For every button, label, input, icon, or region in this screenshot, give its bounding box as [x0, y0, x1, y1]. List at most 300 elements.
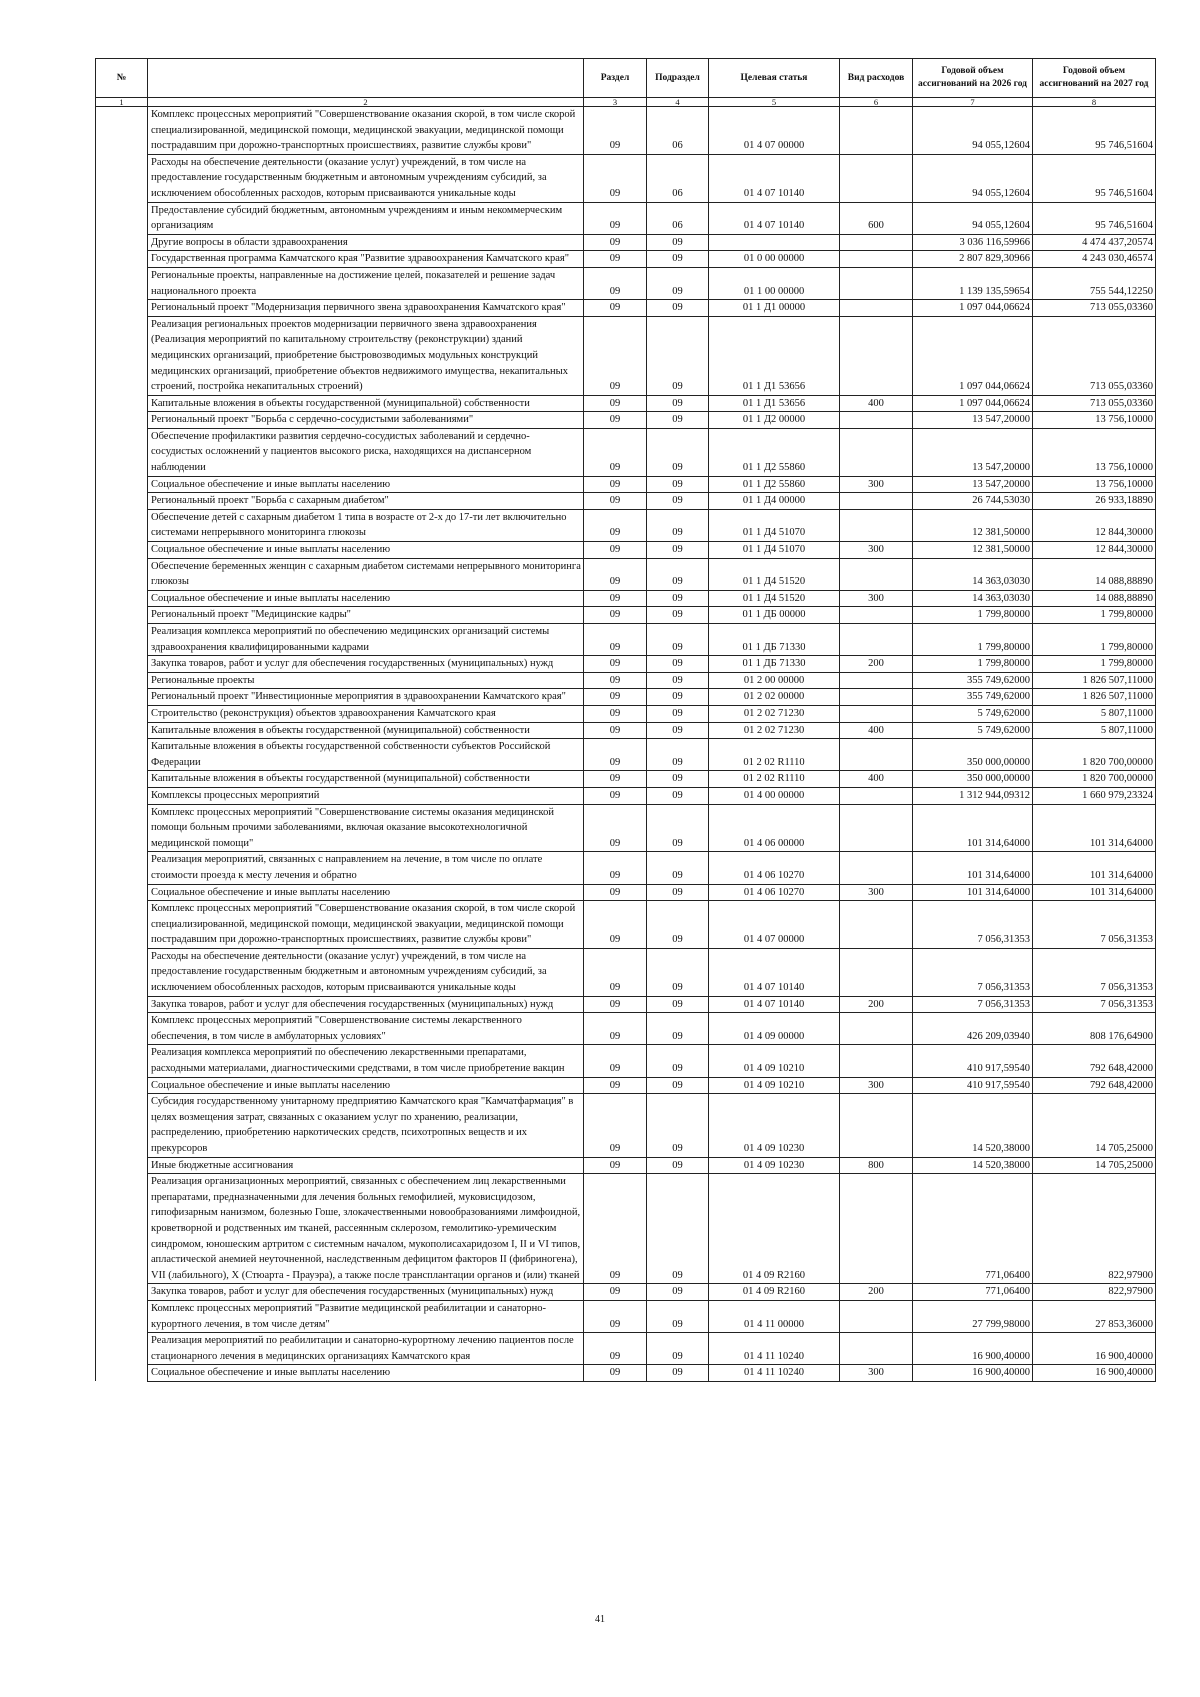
num-cell — [96, 558, 148, 590]
y2027-cell: 1 799,80000 — [1033, 624, 1156, 656]
num-cell — [96, 1077, 148, 1094]
vid-cell: 300 — [840, 542, 913, 559]
item-name-cell: Региональный проект "Модернизация первичного звена здравоохранения Камчатского края" — [148, 300, 584, 317]
item-name-cell: Социальное обеспечение и иные выплаты населению — [148, 476, 584, 493]
celevaya-cell: 01 4 11 00000 — [709, 1300, 840, 1332]
podrazdel-cell: 09 — [647, 901, 709, 949]
y2027-cell: 5 807,11000 — [1033, 705, 1156, 722]
razdel-cell: 09 — [584, 234, 647, 251]
vid-cell — [840, 509, 913, 541]
col-index: 3 — [584, 98, 647, 107]
table-row — [96, 1045, 1156, 1077]
item-name-cell: Другие вопросы в области здравоохранения — [148, 234, 584, 251]
table-row — [96, 412, 1156, 429]
y2027-cell: 16 900,40000 — [1033, 1365, 1156, 1382]
celevaya-cell: 01 4 07 10140 — [709, 202, 840, 234]
vid-cell — [840, 558, 913, 590]
vid-cell — [840, 739, 913, 771]
celevaya-cell: 01 1 Д4 51070 — [709, 542, 840, 559]
vid-cell — [840, 624, 913, 656]
vid-cell: 200 — [840, 996, 913, 1013]
y2026-cell: 1 799,80000 — [913, 607, 1033, 624]
item-name-cell: Региональные проекты, направленные на достижение целей, показателей и решение задач национального проекта — [148, 267, 584, 299]
table-body — [96, 107, 1156, 1382]
y2026-cell: 7 056,31353 — [913, 996, 1033, 1013]
podrazdel-cell: 09 — [647, 493, 709, 510]
razdel-cell: 09 — [584, 493, 647, 510]
podrazdel-cell: 09 — [647, 996, 709, 1013]
num-cell — [96, 251, 148, 268]
podrazdel-cell: 06 — [647, 202, 709, 234]
celevaya-cell: 01 1 Д4 51070 — [709, 509, 840, 541]
item-name-cell: Комплекс процессных мероприятий "Совершенствование оказания скорой, в том числе скорой специализированной, медицинской помощи, медицинской эвакуации, медицинской помощи пострадавшим при дорожно-транспортных происшествиях, развитие службы крови" — [148, 901, 584, 949]
y2026-cell: 1 097 044,06624 — [913, 316, 1033, 395]
razdel-cell: 09 — [584, 739, 647, 771]
podrazdel-cell: 09 — [647, 476, 709, 493]
podrazdel-cell: 09 — [647, 412, 709, 429]
num-cell — [96, 948, 148, 996]
podrazdel-cell: 09 — [647, 1365, 709, 1382]
item-name-cell: Реализация организационных мероприятий, связанных с обеспечением лиц лекарственными препаратами, предназначенными для лечения больных гемофилией, муковисцидозом, гипофизарным нанизмом, болезнью Гоше, злокачественными новообразованиями лимфоидной, кроветворной и родственных им тканей, рассеянным склерозом, гемолитико-уремическим синдромом, юношеским артритом с системным началом, мукополисахаридозом I, II и VI типов, апластической анемией неуточненной, наследственным дефицитом факторов II (фибриногена), VII (лабильного), X (Стюарта - Прауэра), а также после трансплантации органов и (или) тканей — [148, 1174, 584, 1284]
num-cell — [96, 590, 148, 607]
vid-cell: 300 — [840, 1077, 913, 1094]
y2026-cell: 14 363,03030 — [913, 590, 1033, 607]
podrazdel-cell: 09 — [647, 1077, 709, 1094]
item-name-cell: Социальное обеспечение и иные выплаты населению — [148, 1365, 584, 1382]
num-cell — [96, 804, 148, 852]
table-row — [96, 251, 1156, 268]
y2026-cell: 350 000,00000 — [913, 771, 1033, 788]
budget-table-sheet — [95, 58, 1155, 1382]
celevaya-cell: 01 1 ДБ 71330 — [709, 656, 840, 673]
table-row — [96, 395, 1156, 412]
table-row — [96, 1174, 1156, 1284]
y2027-cell: 5 807,11000 — [1033, 722, 1156, 739]
podrazdel-cell: 09 — [647, 656, 709, 673]
y2026-cell: 426 209,03940 — [913, 1013, 1033, 1045]
razdel-cell: 09 — [584, 1174, 647, 1284]
item-name-cell: Капитальные вложения в объекты государственной собственности субъектов Российской Федерации — [148, 739, 584, 771]
y2027-cell: 12 844,30000 — [1033, 509, 1156, 541]
table-row — [96, 234, 1156, 251]
table-row — [96, 428, 1156, 476]
item-name-cell: Комплекс процессных мероприятий "Совершенствование системы лекарственного обеспечения, в том числе в амбулаторных условиях" — [148, 1013, 584, 1045]
celevaya-cell: 01 4 11 10240 — [709, 1333, 840, 1365]
celevaya-cell: 01 2 00 00000 — [709, 672, 840, 689]
y2027-cell: 1 826 507,11000 — [1033, 689, 1156, 706]
y2027-cell: 1 799,80000 — [1033, 607, 1156, 624]
y2027-cell: 822,97900 — [1033, 1284, 1156, 1301]
celevaya-cell: 01 1 ДБ 00000 — [709, 607, 840, 624]
num-cell — [96, 1174, 148, 1284]
num-cell — [96, 901, 148, 949]
celevaya-cell: 01 4 09 R2160 — [709, 1284, 840, 1301]
celevaya-cell: 01 2 02 R1110 — [709, 771, 840, 788]
y2027-cell: 13 756,10000 — [1033, 412, 1156, 429]
celevaya-cell: 01 4 07 00000 — [709, 901, 840, 949]
podrazdel-cell: 09 — [647, 722, 709, 739]
num-cell — [96, 1045, 148, 1077]
celevaya-cell: 01 4 07 00000 — [709, 107, 840, 155]
celevaya-cell: 01 2 02 71230 — [709, 722, 840, 739]
celevaya-cell: 01 4 09 R2160 — [709, 1174, 840, 1284]
razdel-cell: 09 — [584, 624, 647, 656]
table-row — [96, 739, 1156, 771]
y2026-cell: 3 036 116,59966 — [913, 234, 1033, 251]
razdel-cell: 09 — [584, 316, 647, 395]
y2027-cell: 14 705,25000 — [1033, 1157, 1156, 1174]
y2026-cell: 1 139 135,59654 — [913, 267, 1033, 299]
vid-cell: 300 — [840, 1365, 913, 1382]
table-row — [96, 771, 1156, 788]
num-cell — [96, 852, 148, 884]
vid-cell — [840, 901, 913, 949]
y2026-cell: 410 917,59540 — [913, 1077, 1033, 1094]
y2027-cell: 4 474 437,20574 — [1033, 234, 1156, 251]
y2027-cell: 822,97900 — [1033, 1174, 1156, 1284]
vid-cell: 800 — [840, 1157, 913, 1174]
num-cell — [96, 672, 148, 689]
podrazdel-cell: 09 — [647, 1157, 709, 1174]
num-cell — [96, 493, 148, 510]
num-cell — [96, 1013, 148, 1045]
y2026-cell: 14 520,38000 — [913, 1094, 1033, 1157]
vid-cell: 400 — [840, 395, 913, 412]
y2027-cell: 7 056,31353 — [1033, 948, 1156, 996]
razdel-cell: 09 — [584, 590, 647, 607]
col-header-y2027: Годовой объем ассигнований на 2027 год — [1033, 59, 1156, 98]
celevaya-cell: 01 4 11 10240 — [709, 1365, 840, 1382]
num-cell — [96, 739, 148, 771]
vid-cell: 600 — [840, 202, 913, 234]
item-name-cell: Комплексы процессных мероприятий — [148, 787, 584, 804]
y2027-cell: 14 088,88890 — [1033, 590, 1156, 607]
y2026-cell: 7 056,31353 — [913, 901, 1033, 949]
celevaya-cell: 01 1 Д4 51520 — [709, 558, 840, 590]
celevaya-cell: 01 4 09 10210 — [709, 1045, 840, 1077]
y2026-cell: 410 917,59540 — [913, 1045, 1033, 1077]
num-cell — [96, 1094, 148, 1157]
item-name-cell: Региональный проект "Инвестиционные мероприятия в здравоохранении Камчатского края" — [148, 689, 584, 706]
header-row — [96, 59, 1156, 98]
celevaya-cell: 01 4 09 00000 — [709, 1013, 840, 1045]
podrazdel-cell: 06 — [647, 107, 709, 155]
y2026-cell: 1 799,80000 — [913, 656, 1033, 673]
razdel-cell: 09 — [584, 395, 647, 412]
vid-cell — [840, 852, 913, 884]
num-cell — [96, 656, 148, 673]
vid-cell — [840, 316, 913, 395]
vid-cell — [840, 787, 913, 804]
vid-cell: 400 — [840, 771, 913, 788]
celevaya-cell: 01 1 ДБ 71330 — [709, 624, 840, 656]
item-name-cell: Капитальные вложения в объекты государственной (муниципальной) собственности — [148, 722, 584, 739]
y2027-cell: 713 055,03360 — [1033, 300, 1156, 317]
num-cell — [96, 996, 148, 1013]
item-name-cell: Реализация мероприятий, связанных с направлением на лечение, в том числе по оплате стоимости проезда к месту лечения и обратно — [148, 852, 584, 884]
vid-cell — [840, 804, 913, 852]
razdel-cell: 09 — [584, 1045, 647, 1077]
table-row — [96, 1077, 1156, 1094]
table-row — [96, 316, 1156, 395]
razdel-cell: 09 — [584, 476, 647, 493]
vid-cell — [840, 1300, 913, 1332]
y2026-cell: 13 547,20000 — [913, 476, 1033, 493]
celevaya-cell: 01 0 00 00000 — [709, 251, 840, 268]
y2026-cell: 101 314,64000 — [913, 804, 1033, 852]
y2027-cell: 12 844,30000 — [1033, 542, 1156, 559]
table-row — [96, 1365, 1156, 1382]
podrazdel-cell: 09 — [647, 251, 709, 268]
y2027-cell: 792 648,42000 — [1033, 1045, 1156, 1077]
item-name-cell: Капитальные вложения в объекты государственной (муниципальной) собственности — [148, 771, 584, 788]
vid-cell — [840, 493, 913, 510]
vid-cell: 300 — [840, 884, 913, 901]
table-row — [96, 1284, 1156, 1301]
table-row — [96, 901, 1156, 949]
y2026-cell: 771,06400 — [913, 1284, 1033, 1301]
y2027-cell: 4 243 030,46574 — [1033, 251, 1156, 268]
item-name-cell: Социальное обеспечение и иные выплаты населению — [148, 884, 584, 901]
razdel-cell: 09 — [584, 1365, 647, 1382]
y2027-cell: 13 756,10000 — [1033, 428, 1156, 476]
table-row — [96, 542, 1156, 559]
item-name-cell: Обеспечение беременных женщин с сахарным диабетом системами непрерывного мониторинга глюкозы — [148, 558, 584, 590]
item-name-cell: Региональные проекты — [148, 672, 584, 689]
num-cell — [96, 624, 148, 656]
y2026-cell: 12 381,50000 — [913, 509, 1033, 541]
vid-cell — [840, 107, 913, 155]
podrazdel-cell: 09 — [647, 852, 709, 884]
podrazdel-cell: 09 — [647, 771, 709, 788]
y2026-cell: 355 749,62000 — [913, 672, 1033, 689]
table-row — [96, 107, 1156, 155]
y2026-cell: 1 097 044,06624 — [913, 300, 1033, 317]
razdel-cell: 09 — [584, 722, 647, 739]
podrazdel-cell: 09 — [647, 884, 709, 901]
celevaya-cell: 01 4 09 10230 — [709, 1157, 840, 1174]
y2027-cell: 101 314,64000 — [1033, 884, 1156, 901]
vid-cell — [840, 154, 913, 202]
celevaya-cell: 01 1 Д1 53656 — [709, 316, 840, 395]
razdel-cell: 09 — [584, 948, 647, 996]
y2026-cell: 1 799,80000 — [913, 624, 1033, 656]
item-name-cell: Обеспечение детей с сахарным диабетом 1 типа в возрасте от 2-х до 17-ти лет включительно системами непрерывного мониторинга глюкозы — [148, 509, 584, 541]
razdel-cell: 09 — [584, 1077, 647, 1094]
celevaya-cell: 01 1 00 00000 — [709, 267, 840, 299]
num-cell — [96, 1365, 148, 1382]
y2027-cell: 14 088,88890 — [1033, 558, 1156, 590]
item-name-cell: Реализация региональных проектов модернизации первичного звена здравоохранения (Реализация мероприятий по капитальному строительству (реконструкции) зданий медицинских организаций, приобретение быстровозводимых модульных конструкций медицинских организаций, приобретение объектов недвижимого имущества, некапитальных строений, постройка некапитальных строений) — [148, 316, 584, 395]
podrazdel-cell: 09 — [647, 542, 709, 559]
celevaya-cell: 01 1 Д4 51520 — [709, 590, 840, 607]
num-cell — [96, 705, 148, 722]
column-index-row — [96, 98, 1156, 107]
razdel-cell: 09 — [584, 428, 647, 476]
razdel-cell: 09 — [584, 412, 647, 429]
col-index: 1 — [96, 98, 148, 107]
y2027-cell: 808 176,64900 — [1033, 1013, 1156, 1045]
item-name-cell: Социальное обеспечение и иные выплаты населению — [148, 590, 584, 607]
item-name-cell: Комплекс процессных мероприятий "Совершенствование системы оказания медицинской помощи больным прочими заболеваниями, включая оказание высокотехнологичной медицинской помощи" — [148, 804, 584, 852]
table-row — [96, 493, 1156, 510]
celevaya-cell: 01 4 07 10140 — [709, 154, 840, 202]
col-index: 2 — [148, 98, 584, 107]
podrazdel-cell: 09 — [647, 672, 709, 689]
item-name-cell: Государственная программа Камчатского края "Развитие здравоохранения Камчатского края" — [148, 251, 584, 268]
y2027-cell: 27 853,36000 — [1033, 1300, 1156, 1332]
podrazdel-cell: 09 — [647, 1094, 709, 1157]
y2027-cell: 1 820 700,00000 — [1033, 771, 1156, 788]
y2027-cell: 95 746,51604 — [1033, 154, 1156, 202]
razdel-cell: 09 — [584, 901, 647, 949]
num-cell — [96, 234, 148, 251]
podrazdel-cell: 09 — [647, 395, 709, 412]
y2027-cell: 16 900,40000 — [1033, 1333, 1156, 1365]
num-cell — [96, 395, 148, 412]
podrazdel-cell: 09 — [647, 234, 709, 251]
col-index: 8 — [1033, 98, 1156, 107]
num-cell — [96, 509, 148, 541]
y2026-cell: 101 314,64000 — [913, 852, 1033, 884]
num-cell — [96, 884, 148, 901]
table-row — [96, 1157, 1156, 1174]
num-cell — [96, 300, 148, 317]
vid-cell — [840, 607, 913, 624]
y2027-cell: 13 756,10000 — [1033, 476, 1156, 493]
num-cell — [96, 202, 148, 234]
y2026-cell: 2 807 829,30966 — [913, 251, 1033, 268]
col-index: 5 — [709, 98, 840, 107]
podrazdel-cell: 09 — [647, 1333, 709, 1365]
item-name-cell: Региональный проект "Борьба с сердечно-сосудистыми заболеваниями" — [148, 412, 584, 429]
table-row — [96, 624, 1156, 656]
y2026-cell: 771,06400 — [913, 1174, 1033, 1284]
razdel-cell: 09 — [584, 1284, 647, 1301]
razdel-cell: 09 — [584, 509, 647, 541]
item-name-cell: Обеспечение профилактики развития сердечно-сосудистых заболеваний и сердечно-сосудистых осложнений у пациентов высокого риска, находящихся на диспансерном наблюдении — [148, 428, 584, 476]
y2026-cell: 13 547,20000 — [913, 412, 1033, 429]
razdel-cell: 09 — [584, 558, 647, 590]
vid-cell — [840, 234, 913, 251]
podrazdel-cell: 09 — [647, 590, 709, 607]
y2027-cell: 95 746,51604 — [1033, 202, 1156, 234]
y2027-cell: 14 705,25000 — [1033, 1094, 1156, 1157]
celevaya-cell: 01 1 Д2 55860 — [709, 476, 840, 493]
vid-cell — [840, 1045, 913, 1077]
table-header — [96, 59, 1156, 107]
col-header-podrazdel: Подраздел — [647, 59, 709, 98]
razdel-cell: 09 — [584, 107, 647, 155]
y2026-cell: 14 520,38000 — [913, 1157, 1033, 1174]
item-name-cell: Региональный проект "Медицинские кадры" — [148, 607, 584, 624]
table-row — [96, 590, 1156, 607]
celevaya-cell: 01 4 06 00000 — [709, 804, 840, 852]
y2027-cell: 713 055,03360 — [1033, 316, 1156, 395]
razdel-cell: 09 — [584, 705, 647, 722]
table-row — [96, 1300, 1156, 1332]
celevaya-cell — [709, 234, 840, 251]
table-row — [96, 722, 1156, 739]
item-name-cell: Реализация мероприятий по реабилитации и санаторно-курортному лечению пациентов после стационарного лечения в медицинских организациях Камчатского края — [148, 1333, 584, 1365]
podrazdel-cell: 09 — [647, 1284, 709, 1301]
vid-cell — [840, 267, 913, 299]
table-row — [96, 558, 1156, 590]
y2027-cell: 7 056,31353 — [1033, 996, 1156, 1013]
y2027-cell: 95 746,51604 — [1033, 107, 1156, 155]
col-header-num: № — [96, 59, 148, 98]
table-row — [96, 476, 1156, 493]
y2027-cell: 713 055,03360 — [1033, 395, 1156, 412]
num-cell — [96, 1300, 148, 1332]
table-row — [96, 1094, 1156, 1157]
podrazdel-cell: 06 — [647, 154, 709, 202]
item-name-cell: Региональный проект "Борьба с сахарным диабетом" — [148, 493, 584, 510]
table-row — [96, 154, 1156, 202]
item-name-cell: Закупка товаров, работ и услуг для обеспечения государственных (муниципальных) нужд — [148, 656, 584, 673]
razdel-cell: 09 — [584, 607, 647, 624]
item-name-cell: Социальное обеспечение и иные выплаты населению — [148, 542, 584, 559]
item-name-cell: Иные бюджетные ассигнования — [148, 1157, 584, 1174]
vid-cell: 200 — [840, 656, 913, 673]
podrazdel-cell: 09 — [647, 428, 709, 476]
razdel-cell: 09 — [584, 154, 647, 202]
razdel-cell: 09 — [584, 1333, 647, 1365]
podrazdel-cell: 09 — [647, 804, 709, 852]
celevaya-cell: 01 1 Д1 00000 — [709, 300, 840, 317]
vid-cell — [840, 1094, 913, 1157]
podrazdel-cell: 09 — [647, 1300, 709, 1332]
vid-cell: 200 — [840, 1284, 913, 1301]
y2027-cell: 101 314,64000 — [1033, 804, 1156, 852]
razdel-cell: 09 — [584, 656, 647, 673]
razdel-cell: 09 — [584, 689, 647, 706]
col-index: 4 — [647, 98, 709, 107]
razdel-cell: 09 — [584, 996, 647, 1013]
table-row — [96, 1333, 1156, 1365]
celevaya-cell: 01 4 06 10270 — [709, 884, 840, 901]
item-name-cell: Капитальные вложения в объекты государственной (муниципальной) собственности — [148, 395, 584, 412]
podrazdel-cell: 09 — [647, 300, 709, 317]
podrazdel-cell: 09 — [647, 607, 709, 624]
y2026-cell: 94 055,12604 — [913, 202, 1033, 234]
item-name-cell: Социальное обеспечение и иные выплаты населению — [148, 1077, 584, 1094]
vid-cell — [840, 251, 913, 268]
item-name-cell: Реализация комплекса мероприятий по обеспечению лекарственными препаратами, расходными материалами, диагностическими средствами, в том числе приобретение вакцин — [148, 1045, 584, 1077]
vid-cell — [840, 428, 913, 476]
razdel-cell: 09 — [584, 1013, 647, 1045]
col-header-name — [148, 59, 584, 98]
y2027-cell: 7 056,31353 — [1033, 901, 1156, 949]
table-row — [96, 656, 1156, 673]
y2026-cell: 5 749,62000 — [913, 722, 1033, 739]
num-cell — [96, 689, 148, 706]
table-row — [96, 689, 1156, 706]
num-cell — [96, 107, 148, 155]
num-cell — [96, 1157, 148, 1174]
razdel-cell: 09 — [584, 852, 647, 884]
num-cell — [96, 267, 148, 299]
table-row — [96, 948, 1156, 996]
razdel-cell: 09 — [584, 542, 647, 559]
y2027-cell: 755 544,12250 — [1033, 267, 1156, 299]
razdel-cell: 09 — [584, 1094, 647, 1157]
vid-cell — [840, 1013, 913, 1045]
y2027-cell: 1 826 507,11000 — [1033, 672, 1156, 689]
num-cell — [96, 412, 148, 429]
razdel-cell: 09 — [584, 771, 647, 788]
item-name-cell: Закупка товаров, работ и услуг для обеспечения государственных (муниципальных) нужд — [148, 996, 584, 1013]
